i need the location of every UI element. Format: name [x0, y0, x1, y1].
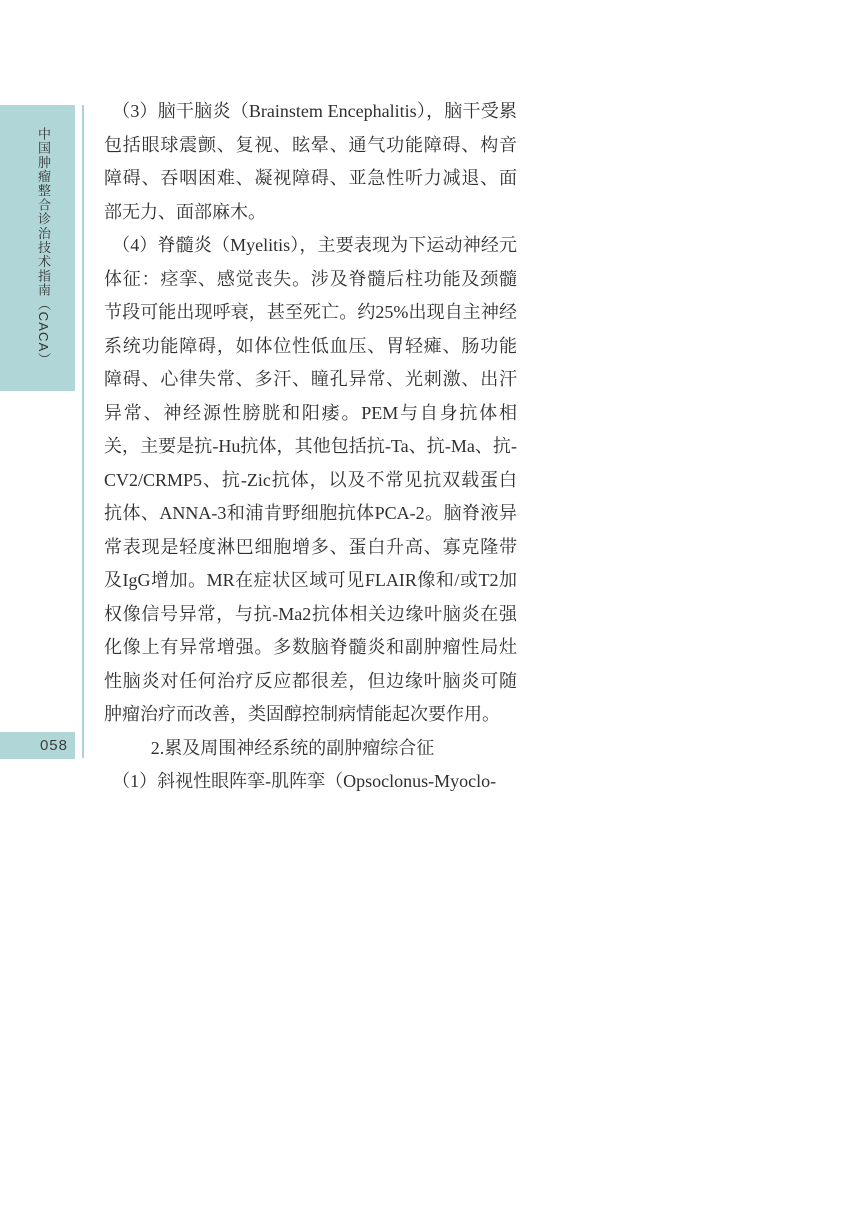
paragraph: （4）脊髓炎（Myelitis），主要表现为下运动神经元体征：痉挛、感觉丧失。涉及脊髓后柱功能及颈髓节段可能出现呼衰，甚至死亡。约25%出现自主神经系统功能障碍，如体位性低血压、胃轻瘫、肠功能障碍、心律失常、多汗、瞳孔异常、光刺激、出汗异常、神经源性膀胱和阳痿。PEM与自身抗体相关，主要是抗-Hu抗体，其他包括抗-Ta、抗-Ma、抗-CV2/CRMP5、抗-Zic抗体，以及不常见抗双载蛋白抗体、ANNA-3和浦肯野细胞抗体PCA-2。脑脊液异常表现是轻度淋巴细胞增多、蛋白升高、寡克隆带及IgG增加。MR在症状区域可见FLAIR像和/或T2加权像信号异常，与抗-Ma2抗体相关边缘叶脑炎在强化像上有异常增强。多数脑脊髓炎和副肿瘤性局灶性脑炎对任何治疗反应都很差，但边缘叶脑炎可随肿瘤治疗而改善，类固醇控制病情能起次要作用。: [104, 235, 517, 724]
page-number: 058: [39, 737, 68, 754]
series-title: 中国肿瘤整合诊治技术指南（CACA）: [36, 127, 51, 367]
page-content: [104, 95, 517, 799]
paragraph: （3）脑干脑炎（Brainstem Encephalitis），脑干受累包括眼球震颤、复视、眩晕、通气功能障碍、构音障碍、吞咽困难、凝视障碍、亚急性听力减退、面部无力、面部麻木。: [104, 101, 517, 222]
paragraph: （1）斜视性眼阵挛-肌阵挛（Opsoclonus-Myoclo-: [112, 771, 497, 791]
sidebar-rule: [82, 105, 84, 758]
series-title-band: [0, 105, 75, 391]
page-number-badge: [0, 732, 75, 759]
paragraph: 2.累及周围神经系统的副肿瘤综合征: [150, 737, 435, 758]
